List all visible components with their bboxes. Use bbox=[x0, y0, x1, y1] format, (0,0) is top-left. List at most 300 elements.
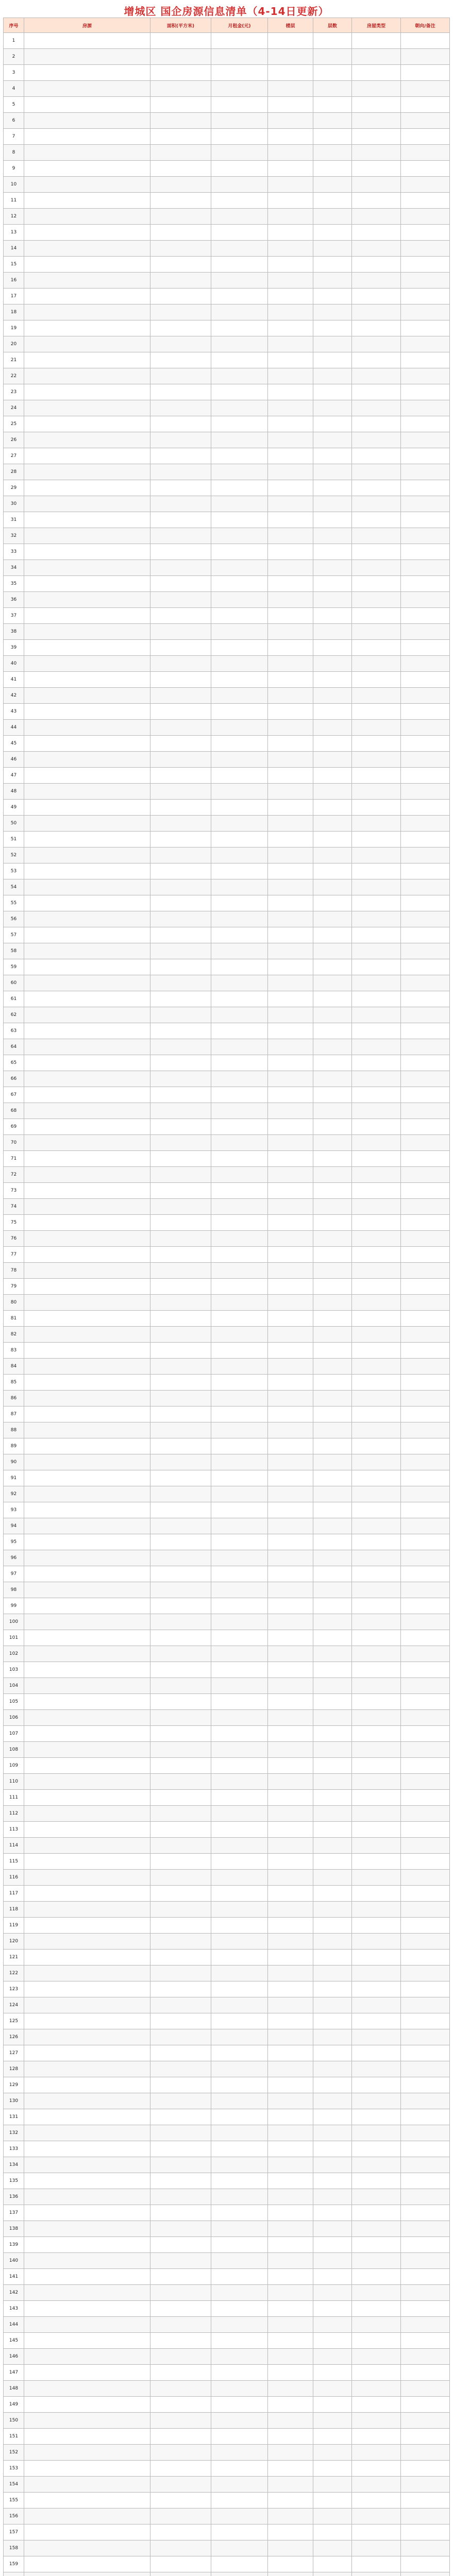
listing-name-cell bbox=[24, 1087, 150, 1103]
listing-cell bbox=[313, 1870, 352, 1886]
row-number: 149 bbox=[4, 2397, 24, 2413]
listing-cell bbox=[268, 576, 313, 592]
listing-cell bbox=[401, 656, 450, 672]
listing-cell bbox=[211, 576, 268, 592]
row-number: 101 bbox=[4, 1630, 24, 1646]
listing-name-cell bbox=[24, 1023, 150, 1039]
listing-cell bbox=[268, 1902, 313, 1918]
listing-cell bbox=[150, 1870, 211, 1886]
row-number: 24 bbox=[4, 400, 24, 416]
listing-cell bbox=[211, 656, 268, 672]
listing-cell bbox=[401, 1391, 450, 1406]
listing-cell bbox=[352, 1263, 401, 1279]
table-row bbox=[4, 1343, 450, 1359]
table-row bbox=[4, 592, 450, 608]
listing-cell bbox=[268, 784, 313, 800]
listing-cell bbox=[268, 879, 313, 895]
listing-name-cell bbox=[24, 2445, 150, 2461]
listing-cell bbox=[150, 879, 211, 895]
listing-cell bbox=[150, 1806, 211, 1822]
table-row bbox=[4, 2125, 450, 2141]
listing-cell bbox=[268, 2397, 313, 2413]
listing-cell bbox=[352, 448, 401, 464]
listing-cell bbox=[150, 49, 211, 65]
listing-name-cell bbox=[24, 848, 150, 863]
listing-cell bbox=[352, 2013, 401, 2029]
listing-name-cell bbox=[24, 2381, 150, 2397]
table-row bbox=[4, 1790, 450, 1806]
listing-cell bbox=[352, 368, 401, 384]
listing-name-cell bbox=[24, 528, 150, 544]
listing-cell bbox=[401, 432, 450, 448]
row-number: 64 bbox=[4, 1039, 24, 1055]
listing-cell bbox=[211, 927, 268, 943]
listing-cell bbox=[401, 1135, 450, 1151]
row-number: 74 bbox=[4, 1199, 24, 1215]
listing-cell bbox=[401, 2493, 450, 2509]
listing-cell bbox=[150, 2109, 211, 2125]
listing-name-cell bbox=[24, 145, 150, 161]
listing-cell bbox=[268, 2285, 313, 2301]
listing-cell bbox=[150, 1790, 211, 1806]
row-number: 104 bbox=[4, 1678, 24, 1694]
table-row bbox=[4, 2381, 450, 2397]
table-row bbox=[4, 1550, 450, 1566]
table-row bbox=[4, 1279, 450, 1295]
table-row bbox=[4, 2556, 450, 2572]
table-row bbox=[4, 1327, 450, 1343]
listing-cell bbox=[313, 1694, 352, 1710]
listing-cell bbox=[268, 464, 313, 480]
row-number: 158 bbox=[4, 2540, 24, 2556]
listing-cell bbox=[352, 33, 401, 49]
listing-cell bbox=[150, 81, 211, 97]
listing-cell bbox=[313, 1343, 352, 1359]
row-number: 7 bbox=[4, 129, 24, 145]
row-number: 5 bbox=[4, 97, 24, 113]
listing-cell bbox=[401, 304, 450, 320]
listing-cell bbox=[268, 560, 313, 576]
row-number: 56 bbox=[4, 911, 24, 927]
listing-cell bbox=[150, 1582, 211, 1598]
listing-cell bbox=[268, 1406, 313, 1422]
listing-cell bbox=[401, 2381, 450, 2397]
listing-cell bbox=[352, 289, 401, 304]
row-number: 84 bbox=[4, 1359, 24, 1375]
listing-cell bbox=[401, 2189, 450, 2205]
table-row bbox=[4, 2572, 450, 2576]
table-row bbox=[4, 257, 450, 273]
listing-name-cell bbox=[24, 225, 150, 241]
listing-cell bbox=[268, 800, 313, 816]
listing-cell bbox=[150, 2572, 211, 2576]
row-number: 81 bbox=[4, 1311, 24, 1327]
listing-cell bbox=[268, 1566, 313, 1582]
row-number: 115 bbox=[4, 1854, 24, 1870]
table-row bbox=[4, 1981, 450, 1997]
listing-cell bbox=[268, 943, 313, 959]
table-row bbox=[4, 1454, 450, 1470]
listing-cell bbox=[150, 432, 211, 448]
listing-cell bbox=[211, 1375, 268, 1391]
listing-name-cell bbox=[24, 304, 150, 320]
listing-cell bbox=[150, 1055, 211, 1071]
listing-cell bbox=[352, 688, 401, 704]
row-number: 44 bbox=[4, 720, 24, 736]
listing-cell bbox=[268, 1055, 313, 1071]
row-number: 46 bbox=[4, 752, 24, 768]
listing-cell bbox=[401, 1662, 450, 1678]
listing-cell bbox=[268, 1614, 313, 1630]
table-row bbox=[4, 480, 450, 496]
table-row bbox=[4, 848, 450, 863]
listing-cell bbox=[313, 672, 352, 688]
row-number: 3 bbox=[4, 65, 24, 81]
listing-name-cell bbox=[24, 336, 150, 352]
listing-cell bbox=[268, 672, 313, 688]
listing-cell bbox=[268, 2493, 313, 2509]
listing-cell bbox=[401, 400, 450, 416]
row-number: 77 bbox=[4, 1247, 24, 1263]
listing-cell bbox=[268, 1678, 313, 1694]
listing-name-cell bbox=[24, 943, 150, 959]
listing-name-cell bbox=[24, 544, 150, 560]
table-row bbox=[4, 81, 450, 97]
listing-cell bbox=[150, 177, 211, 193]
table-row bbox=[4, 1183, 450, 1199]
listing-cell bbox=[313, 2333, 352, 2349]
listing-cell bbox=[211, 320, 268, 336]
listing-cell bbox=[313, 528, 352, 544]
listing-cell bbox=[352, 2477, 401, 2493]
listing-cell bbox=[268, 1918, 313, 1934]
row-number: 13 bbox=[4, 225, 24, 241]
table-row bbox=[4, 2413, 450, 2429]
listing-cell bbox=[150, 704, 211, 720]
table-row bbox=[4, 1886, 450, 1902]
listing-cell bbox=[401, 2556, 450, 2572]
listing-cell bbox=[401, 512, 450, 528]
listing-cell bbox=[150, 65, 211, 81]
listing-cell bbox=[268, 1263, 313, 1279]
listing-cell bbox=[313, 161, 352, 177]
listing-cell bbox=[211, 2285, 268, 2301]
table-row bbox=[4, 512, 450, 528]
listing-cell bbox=[352, 624, 401, 640]
listing-cell bbox=[313, 1582, 352, 1598]
listing-cell bbox=[150, 624, 211, 640]
listing-cell bbox=[211, 1950, 268, 1965]
listing-cell bbox=[401, 1231, 450, 1247]
listing-cell bbox=[313, 1598, 352, 1614]
listing-name-cell bbox=[24, 257, 150, 273]
listing-cell bbox=[150, 1854, 211, 1870]
listing-cell bbox=[401, 448, 450, 464]
listing-cell bbox=[268, 81, 313, 97]
listing-cell bbox=[268, 416, 313, 432]
listing-cell bbox=[313, 2237, 352, 2253]
table-row bbox=[4, 113, 450, 129]
listing-cell bbox=[352, 1327, 401, 1343]
listing-cell bbox=[313, 2365, 352, 2381]
table-row bbox=[4, 2317, 450, 2333]
listing-cell bbox=[268, 1199, 313, 1215]
listing-cell bbox=[352, 400, 401, 416]
listing-cell bbox=[268, 2413, 313, 2429]
listing-cell bbox=[211, 2061, 268, 2077]
listing-name-cell bbox=[24, 368, 150, 384]
listing-name-cell bbox=[24, 1247, 150, 1263]
table-row bbox=[4, 1870, 450, 1886]
listing-cell bbox=[268, 1950, 313, 1965]
listing-cell bbox=[268, 736, 313, 752]
listing-cell bbox=[150, 1662, 211, 1678]
table-body bbox=[4, 33, 450, 2576]
listing-cell bbox=[352, 1023, 401, 1039]
listing-cell bbox=[352, 1199, 401, 1215]
listing-cell bbox=[401, 848, 450, 863]
listing-cell bbox=[352, 560, 401, 576]
table-row bbox=[4, 1678, 450, 1694]
listing-cell bbox=[268, 1981, 313, 1997]
listing-name-cell bbox=[24, 895, 150, 911]
row-number: 159 bbox=[4, 2556, 24, 2572]
listing-cell bbox=[401, 1119, 450, 1135]
listing-cell bbox=[313, 1646, 352, 1662]
column-header: 面积(平方米) bbox=[150, 18, 211, 33]
listing-cell bbox=[211, 2045, 268, 2061]
listing-cell bbox=[268, 1359, 313, 1375]
listing-cell bbox=[401, 65, 450, 81]
listing-cell bbox=[211, 1167, 268, 1183]
listing-cell bbox=[150, 2285, 211, 2301]
listing-name-cell bbox=[24, 81, 150, 97]
listing-cell bbox=[268, 863, 313, 879]
listing-name-cell bbox=[24, 2301, 150, 2317]
listing-cell bbox=[150, 2269, 211, 2285]
listing-cell bbox=[268, 113, 313, 129]
listing-cell bbox=[313, 336, 352, 352]
listing-cell bbox=[268, 1886, 313, 1902]
table-row bbox=[4, 1359, 450, 1375]
listing-cell bbox=[352, 848, 401, 863]
listing-name-cell bbox=[24, 289, 150, 304]
listing-name-cell bbox=[24, 1071, 150, 1087]
listing-cell bbox=[211, 1039, 268, 1055]
listing-cell bbox=[401, 289, 450, 304]
row-number: 123 bbox=[4, 1981, 24, 1997]
listing-cell bbox=[352, 1215, 401, 1231]
listing-cell bbox=[150, 1950, 211, 1965]
table-row bbox=[4, 225, 450, 241]
listing-cell bbox=[268, 1470, 313, 1486]
listing-cell bbox=[150, 1103, 211, 1119]
listing-cell bbox=[401, 1263, 450, 1279]
listing-cell bbox=[150, 480, 211, 496]
row-number: 17 bbox=[4, 289, 24, 304]
row-number: 120 bbox=[4, 1934, 24, 1950]
listing-cell bbox=[401, 592, 450, 608]
listing-cell bbox=[268, 2157, 313, 2173]
row-number: 28 bbox=[4, 464, 24, 480]
listing-cell bbox=[313, 1790, 352, 1806]
listing-cell bbox=[313, 2125, 352, 2141]
listing-cell bbox=[150, 2333, 211, 2349]
listing-cell bbox=[150, 560, 211, 576]
listing-cell bbox=[150, 943, 211, 959]
row-number: 23 bbox=[4, 384, 24, 400]
listing-cell bbox=[268, 2540, 313, 2556]
table-row bbox=[4, 129, 450, 145]
listing-cell bbox=[211, 863, 268, 879]
table-row bbox=[4, 49, 450, 65]
listing-cell bbox=[211, 49, 268, 65]
listing-cell bbox=[313, 576, 352, 592]
listing-cell bbox=[268, 33, 313, 49]
listing-cell bbox=[211, 848, 268, 863]
listing-cell bbox=[313, 1710, 352, 1726]
row-number: 39 bbox=[4, 640, 24, 656]
listing-cell bbox=[211, 257, 268, 273]
row-number: 125 bbox=[4, 2013, 24, 2029]
listing-cell bbox=[401, 33, 450, 49]
listing-cell bbox=[352, 1726, 401, 1742]
row-number: 6 bbox=[4, 113, 24, 129]
listing-cell bbox=[211, 800, 268, 816]
listing-cell bbox=[211, 640, 268, 656]
listing-cell bbox=[352, 2349, 401, 2365]
listing-cell bbox=[211, 2157, 268, 2173]
listing-cell bbox=[352, 1295, 401, 1311]
listing-cell bbox=[352, 1950, 401, 1965]
listing-cell bbox=[150, 352, 211, 368]
listing-cell bbox=[211, 65, 268, 81]
table-row bbox=[4, 1486, 450, 1502]
table-row bbox=[4, 1167, 450, 1183]
row-number: 137 bbox=[4, 2205, 24, 2221]
listing-cell bbox=[211, 592, 268, 608]
listing-cell bbox=[401, 2205, 450, 2221]
listing-cell bbox=[352, 1343, 401, 1359]
listing-cell bbox=[150, 113, 211, 129]
listing-cell bbox=[401, 895, 450, 911]
listing-name-cell bbox=[24, 2141, 150, 2157]
listing-cell bbox=[352, 432, 401, 448]
listing-cell bbox=[268, 2556, 313, 2572]
listing-cell bbox=[401, 1454, 450, 1470]
listing-cell bbox=[352, 1806, 401, 1822]
listing-cell bbox=[401, 2572, 450, 2576]
table-row bbox=[4, 1039, 450, 1055]
listing-name-cell bbox=[24, 2013, 150, 2029]
listing-cell bbox=[352, 352, 401, 368]
listing-cell bbox=[150, 2061, 211, 2077]
listing-cell bbox=[352, 2141, 401, 2157]
table-row bbox=[4, 1087, 450, 1103]
listing-cell bbox=[401, 704, 450, 720]
listing-cell bbox=[352, 496, 401, 512]
listing-cell bbox=[150, 289, 211, 304]
listing-cell bbox=[313, 416, 352, 432]
listing-cell bbox=[268, 1790, 313, 1806]
listing-cell bbox=[268, 1167, 313, 1183]
listing-cell bbox=[313, 1295, 352, 1311]
table-row bbox=[4, 800, 450, 816]
listing-cell bbox=[211, 496, 268, 512]
listing-name-cell bbox=[24, 1454, 150, 1470]
listing-cell bbox=[211, 1007, 268, 1023]
listing-cell bbox=[268, 1215, 313, 1231]
row-number: 127 bbox=[4, 2045, 24, 2061]
listing-name-cell bbox=[24, 1470, 150, 1486]
listing-cell bbox=[150, 464, 211, 480]
listing-cell bbox=[268, 1758, 313, 1774]
listing-cell bbox=[352, 1135, 401, 1151]
table-row bbox=[4, 336, 450, 352]
listing-cell bbox=[211, 2413, 268, 2429]
listing-cell bbox=[268, 1135, 313, 1151]
row-number: 21 bbox=[4, 352, 24, 368]
table-row bbox=[4, 704, 450, 720]
listing-cell bbox=[268, 1582, 313, 1598]
listing-cell bbox=[352, 2397, 401, 2413]
listing-cell bbox=[150, 576, 211, 592]
listing-cell bbox=[268, 65, 313, 81]
listing-cell bbox=[268, 2445, 313, 2461]
listing-cell bbox=[150, 2493, 211, 2509]
listing-cell bbox=[313, 1215, 352, 1231]
listing-cell bbox=[313, 1774, 352, 1790]
listing-cell bbox=[211, 1391, 268, 1406]
listing-cell bbox=[352, 1854, 401, 1870]
listing-cell bbox=[150, 2556, 211, 2572]
listing-name-cell bbox=[24, 480, 150, 496]
listing-name-cell bbox=[24, 2477, 150, 2493]
listing-cell bbox=[211, 2317, 268, 2333]
listing-cell bbox=[268, 448, 313, 464]
listing-cell bbox=[313, 496, 352, 512]
listing-cell bbox=[268, 1279, 313, 1295]
listing-cell bbox=[313, 943, 352, 959]
listing-cell bbox=[401, 863, 450, 879]
listing-cell bbox=[211, 2365, 268, 2381]
listing-cell bbox=[211, 2381, 268, 2397]
listing-cell bbox=[401, 2253, 450, 2269]
listing-cell bbox=[352, 1886, 401, 1902]
listing-name-cell bbox=[24, 2509, 150, 2524]
listing-cell bbox=[313, 752, 352, 768]
listing-cell bbox=[401, 608, 450, 624]
table-row bbox=[4, 416, 450, 432]
row-number: 140 bbox=[4, 2253, 24, 2269]
listing-name-cell bbox=[24, 832, 150, 848]
listing-cell bbox=[352, 65, 401, 81]
table-row bbox=[4, 1662, 450, 1678]
listing-cell bbox=[401, 640, 450, 656]
page-title: 增城区 国企房源信息清单（4-14日更新） bbox=[124, 5, 329, 18]
listing-cell bbox=[313, 352, 352, 368]
listing-cell bbox=[352, 2173, 401, 2189]
listing-cell bbox=[401, 336, 450, 352]
listing-cell bbox=[313, 1486, 352, 1502]
listing-cell bbox=[352, 464, 401, 480]
listing-cell bbox=[313, 1678, 352, 1694]
listing-cell bbox=[268, 2333, 313, 2349]
table-row bbox=[4, 400, 450, 416]
listing-cell bbox=[268, 704, 313, 720]
listing-cell bbox=[313, 97, 352, 113]
listing-cell bbox=[150, 688, 211, 704]
